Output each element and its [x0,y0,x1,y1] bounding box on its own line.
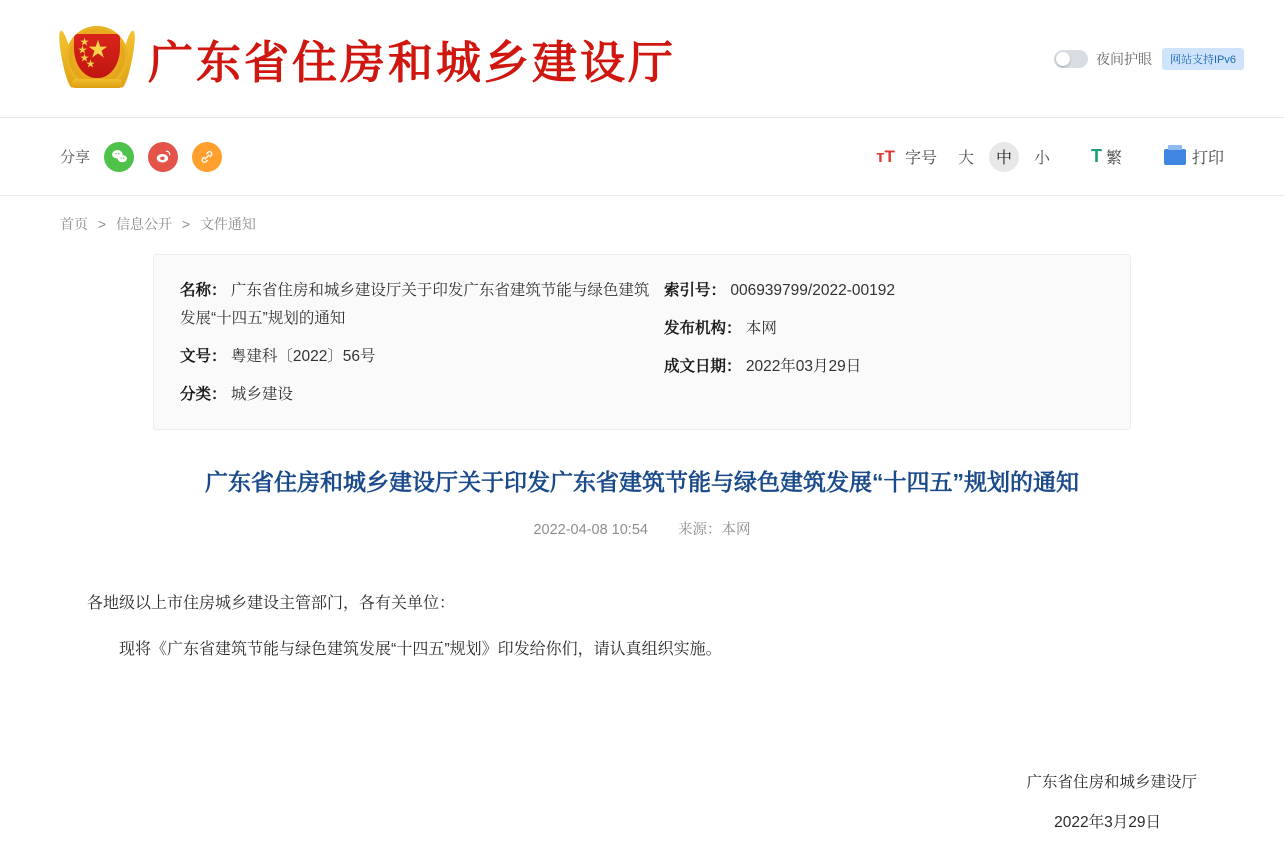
traditional-chinese-button[interactable] [1091,145,1122,168]
font-size-icon: тT [876,146,895,166]
emblem-star-2: ★ [78,44,88,55]
meta-value-docnumber: 粤建科〔2022〕56号 [230,348,376,365]
meta-key-name: 名称： [180,282,227,299]
article-date: 2022-04-08 10:54 [533,522,648,538]
signature-organization: 广东省住房和城乡建设厅 [1026,774,1197,791]
breadcrumb-item-documents[interactable]: 文件通知 [199,216,256,232]
copy-link-icon[interactable] [192,142,222,172]
share-label: 分享 [60,149,91,166]
wechat-icon[interactable] [104,142,134,172]
traditional-icon: T [1090,146,1102,166]
article-toolbar [0,118,1284,196]
meta-key-date: 成文日期： [664,358,742,375]
meta-key-docnumber: 文号： [180,348,227,365]
article-signature-block [87,763,1197,843]
meta-row-name [180,277,650,333]
night-mode-label: 夜间护眼 [1095,50,1152,67]
breadcrumb-separator-1: > [97,216,107,232]
meta-row-docnumber [180,343,650,371]
document-meta-card [153,254,1131,430]
print-label: 打印 [1191,150,1224,167]
weibo-icon[interactable] [148,142,178,172]
font-size-group [876,142,1224,172]
article-paragraph-1: 现将《广东省建筑节能与绿色建筑发展“十四五”规划》印发给你们，请认真组织实施。 [119,641,722,658]
ipv6-badge: 网站支持IPv6 [1162,48,1244,70]
page-title: 广东省住房和城乡建设厅关于印发广东省建筑节能与绿色建筑发展“十四五”规划的通知 [205,469,1079,495]
breadcrumb-item-home[interactable]: 首页 [60,216,88,232]
site-header [0,0,1284,118]
font-size-label: 字号 [904,150,937,167]
article-subinfo [60,518,1224,539]
font-size-medium-button[interactable]: 中 [989,142,1019,172]
emblem-star-main: ★ [88,38,108,61]
meta-row-category [180,381,650,409]
night-mode-toggle[interactable] [1054,49,1152,69]
breadcrumb-separator-2: > [181,216,191,232]
breadcrumb [60,196,1224,248]
emblem-base [72,79,122,88]
print-button[interactable] [1164,145,1224,168]
meta-row-index [664,277,1104,305]
article-paragraph-salutation: 各地级以上市住房城乡建设主管部门，各有关单位： [87,595,456,612]
article-body [87,587,1197,667]
meta-value-index: 006939799/2022-00192 [730,282,895,299]
page-content [0,196,1284,843]
header-right-tools [1054,48,1244,70]
meta-value-name: 广东省住房和城乡建设厅关于印发广东省建筑节能与绿色建筑发展“十四五”规划的通知 [180,282,650,327]
meta-key-index: 索引号： [664,282,727,299]
meta-row-date [664,353,1104,381]
meta-column-right [664,277,1104,409]
traditional-label: 繁 [1105,150,1122,167]
night-mode-switch[interactable] [1054,50,1088,68]
emblem-star-4: ★ [86,58,96,69]
meta-value-category: 城乡建设 [230,386,293,403]
article-source: 来源：本网 [678,522,751,538]
emblem-star-3: ★ [80,52,90,63]
meta-row-publisher [664,315,1104,343]
signature-date: 2022年3月29日 [1054,814,1161,831]
site-title: 广东省住房和城乡建设厅 [148,36,677,89]
meta-value-publisher: 本网 [745,320,777,337]
share-group [60,142,222,172]
meta-value-date: 2022年03月29日 [745,358,862,375]
font-size-small-button[interactable]: 小 [1033,150,1050,167]
meta-key-category: 分类： [180,386,227,403]
night-mode-switch-knob [1056,52,1070,66]
meta-key-publisher: 发布机构： [664,320,742,337]
meta-column-left [180,277,664,409]
breadcrumb-item-info-disclosure[interactable]: 信息公开 [115,216,172,232]
emblem-star-1: ★ [80,36,90,47]
font-size-large-button[interactable]: 大 [957,150,974,167]
national-emblem-icon [60,22,134,96]
printer-icon [1164,149,1186,165]
